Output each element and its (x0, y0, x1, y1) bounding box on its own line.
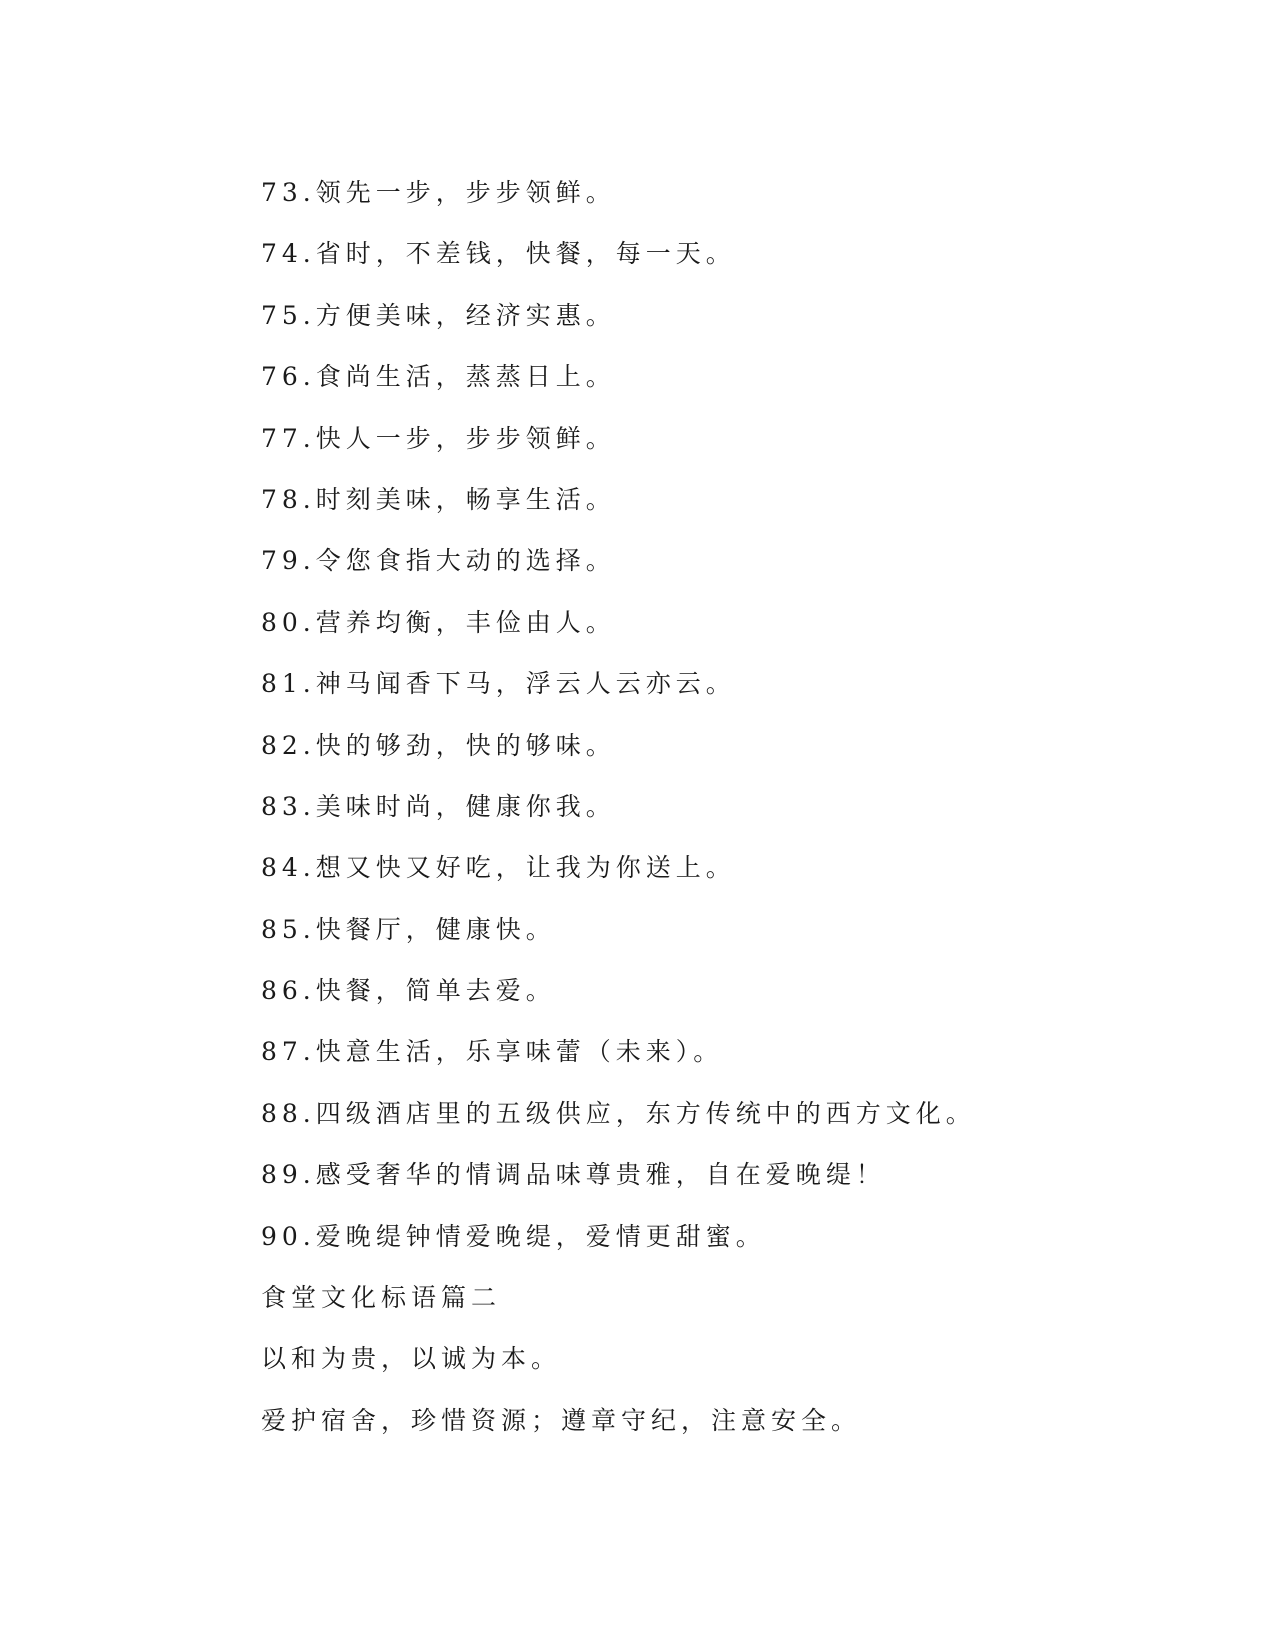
slogan-82: 82.快的够劲，快的够味。 (261, 730, 616, 760)
slogan-88: 88.四级酒店里的五级供应，东方传统中的西方文化。 (261, 1098, 976, 1128)
slogan-89: 89.感受奢华的情调品味尊贵雅，自在爱晚缇！ (261, 1160, 886, 1190)
slogan-79: 79.令您食指大动的选择。 (261, 546, 616, 576)
slogan-83: 83.美味时尚，健康你我。 (261, 791, 616, 821)
slogan-90: 90.爱晚缇钟情爱晚缇，爱情更甜蜜。 (261, 1221, 766, 1251)
slogan-77: 77.快人一步，步步领鲜。 (261, 423, 616, 453)
slogan-76: 76.食尚生活，蒸蒸日上。 (261, 362, 616, 392)
slogan-line: 以和为贵，以诚为本。 (261, 1344, 562, 1374)
slogan-86: 86.快餐，简单去爱。 (261, 976, 556, 1006)
slogan-81: 81.神马闻香下马，浮云人云亦云。 (261, 669, 736, 699)
document-body (261, 162, 1161, 1451)
section-heading: 食堂文化标语篇二 (261, 1283, 502, 1313)
slogan-75: 75.方便美味，经济实惠。 (261, 300, 616, 330)
slogan-80: 80.营养均衡，丰俭由人。 (261, 607, 616, 637)
slogan-line: 爱护宿舍，珍惜资源；遵章守纪，注意安全。 (261, 1405, 862, 1435)
slogan-74: 74.省时，不差钱，快餐，每一天。 (261, 239, 736, 269)
slogan-73: 73.领先一步，步步领鲜。 (261, 178, 616, 207)
slogan-87: 87.快意生活，乐享味蕾（未来）。 (261, 1037, 724, 1067)
slogan-84: 84.想又快又好吃，让我为你送上。 (261, 853, 736, 883)
slogan-85: 85.快餐厅，健康快。 (261, 914, 556, 944)
slogan-78: 78.时刻美味，畅享生活。 (261, 484, 616, 514)
